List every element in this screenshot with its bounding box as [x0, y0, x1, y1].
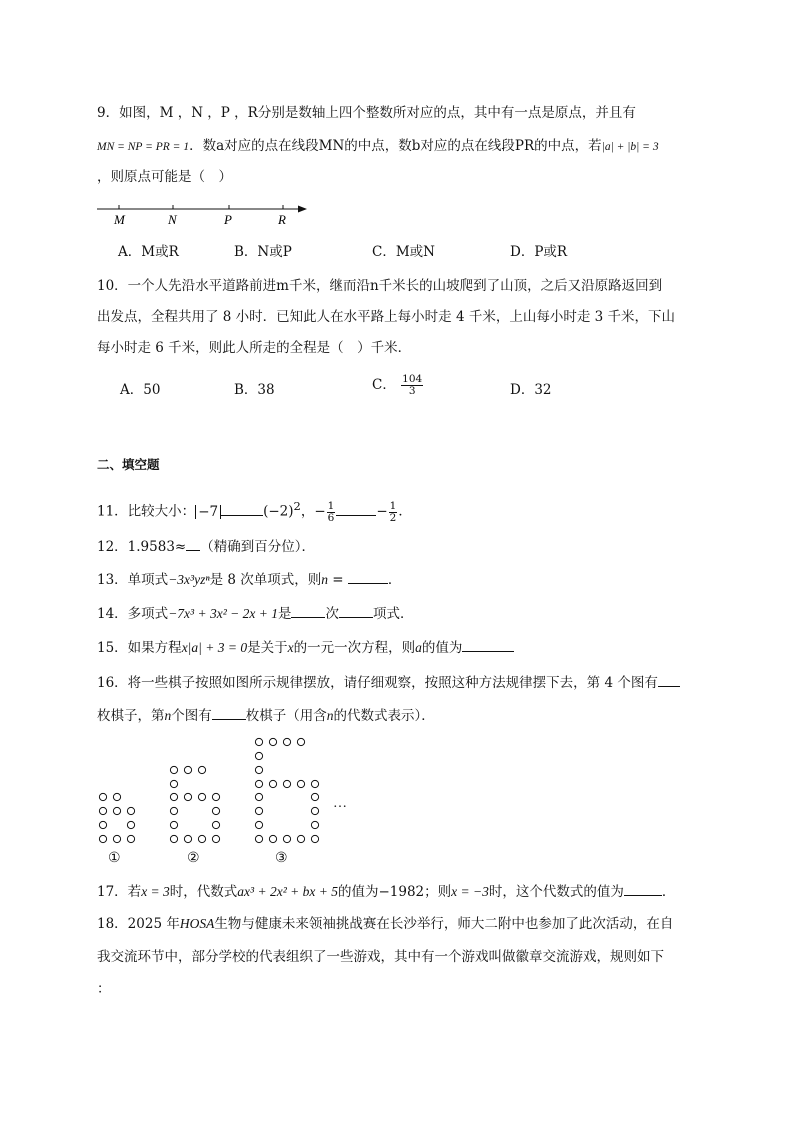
q18-line-2: 我交流环节中，部分学校的代表组织了一些游戏，其中有一个游戏叫做徽章交流游戏，规则如下: [97, 949, 664, 965]
q15-prefix: 15．如果方程: [97, 640, 182, 656]
figure-label-3: ③: [275, 851, 288, 866]
q10-option-b[interactable]: B．38: [234, 382, 275, 398]
q15-end: 的值为: [421, 640, 463, 656]
q14-blank-2[interactable]: [339, 604, 373, 618]
q16-blank-2[interactable]: [212, 706, 246, 720]
q16-text-1: 16．将一些棋子按照如图所示规律摆放，请仔细观察，按照这种方法规律摆下去，第 4 个图有: [97, 675, 658, 691]
q11-power-base: (−2): [263, 503, 294, 520]
q14-formula: −7x³ + 3x² − 2x + 1: [168, 606, 278, 621]
q10-option-d[interactable]: D．32: [510, 382, 552, 398]
axis-label-m: M: [114, 212, 125, 227]
q14-mid: 是: [277, 606, 292, 622]
q15-formula: x|a| + 3 = 0: [181, 640, 248, 655]
q18-text-1b: 生物与健康未来领袖挑战赛在长沙举行，师大二附中也参加了此次活动，在自: [214, 916, 674, 932]
q13-var: n: [321, 572, 329, 587]
q18-line-1: [97, 915, 673, 933]
q17-mid2: 的值为: [337, 884, 379, 900]
fraction-denominator: 3: [408, 385, 416, 397]
q13-formula: −3x³yzⁿ: [168, 572, 210, 587]
q16-text-2a: 枚棋子，第: [97, 708, 165, 724]
q10-line-1: 10．一个人先沿水平道路前进m千米，继而沿n千米长的山坡爬到了山顶，之后又沿原路返回到: [97, 278, 663, 294]
q15-var2: a: [415, 640, 422, 655]
q17-prefix: 17．若: [97, 884, 142, 900]
q11-end: ．: [398, 503, 412, 520]
q16-var2: n: [326, 708, 334, 723]
q14-blank-1[interactable]: [291, 604, 325, 618]
q18-line-3: ：: [97, 981, 111, 997]
q17-blank[interactable]: [624, 882, 662, 896]
q10-line-2: 出发点，全程共用了 8 小时．已知此人在水平路上每小时走 4 千米，上山每小时走 3 千米，下山: [97, 309, 676, 325]
q10-option-c-fraction: [401, 374, 423, 397]
chess-pattern-figure: [95, 735, 355, 867]
q9-option-b[interactable]: B．N或P: [234, 244, 292, 260]
q9-option-c[interactable]: C．M或N: [372, 244, 435, 260]
q11-prefix: 11．比较大小：: [97, 503, 196, 520]
q11-fraction-1: [327, 501, 336, 524]
q17-mid: 时，代数式: [169, 884, 238, 900]
q9-text-3: ，则原点可能是（ ）: [97, 169, 232, 185]
fraction-denominator: 2: [389, 511, 397, 524]
q9-line-2: [97, 137, 659, 156]
axis-label-n: N: [168, 212, 177, 227]
q16-text-2c: 枚棋子（用含: [245, 708, 327, 724]
q15-blank[interactable]: [462, 638, 514, 652]
q9-formula: MN = NP = PR = 1: [97, 141, 190, 153]
axis-arrow-icon: [298, 206, 307, 213]
pattern-figure-3: [255, 738, 318, 842]
q9-text-2: ．数a对应的点在线段MN的中点，数b对应的点在线段PR的中点，若: [189, 138, 602, 154]
q13-blank[interactable]: [348, 570, 388, 584]
q10-option-a[interactable]: A．50: [120, 382, 161, 398]
q18-text-1a: 18．2025 年: [97, 916, 180, 932]
q14-end: 项式．: [372, 606, 414, 622]
fraction-numerator: 1: [389, 499, 397, 512]
q11-blank-2[interactable]: [336, 502, 376, 516]
q14-mid2: 次: [325, 606, 339, 622]
q12-line: [97, 537, 315, 556]
q15-var: x: [287, 640, 294, 655]
q16-line-1: [97, 673, 680, 692]
q15-mid2: 的一元一次方程，则: [293, 640, 416, 656]
q9-option-d[interactable]: D．P或R: [510, 244, 568, 260]
number-line-diagram: [95, 198, 315, 228]
q13-prefix: 13．单项式: [97, 572, 169, 588]
figure-label-1: ①: [108, 851, 121, 866]
q14-prefix: 14．多项式: [97, 606, 169, 622]
q11-minus: −: [376, 503, 388, 520]
q17-line: 17．若x = 3时，代数式ax³ + 2x² + bx + 5的值为−1982；则x = −3时，这个代数式的值为 ．: [97, 884, 676, 900]
q15-line: [97, 638, 514, 657]
q18-brand: HOSA: [179, 916, 215, 931]
q13-eq: =: [328, 572, 348, 588]
q10-option-c[interactable]: [372, 374, 424, 397]
q12-suffix: （精确到百分位）．: [200, 539, 315, 555]
q15-mid: 是关于: [247, 640, 288, 656]
q11-power-exp: 2: [293, 499, 301, 513]
pattern-figure-2: [170, 766, 219, 842]
q13-mid: 是 8 次单项式，则: [209, 572, 322, 588]
q16-line-2: [97, 706, 435, 725]
q17-mid3: ；则: [424, 884, 452, 900]
fraction-numerator: 1: [327, 499, 335, 512]
q11-sep: ，−: [300, 503, 326, 520]
q11-line: [97, 497, 412, 524]
fraction-numerator: 104: [402, 373, 423, 385]
q17-cond2: x = −3: [451, 884, 489, 899]
fraction-denominator: 6: [327, 511, 335, 524]
section-heading: 二、填空题: [97, 457, 160, 472]
q17-end: 时，这个代数式的值为: [488, 884, 624, 900]
q9-line-3: [97, 168, 232, 186]
q16-var: n: [164, 708, 172, 723]
q12-blank[interactable]: [186, 537, 200, 551]
q10-option-c-label: C．: [372, 377, 396, 393]
q10-line-3: 每小时走 6 千米，则此人所走的全程是（ ）千米．: [97, 340, 412, 356]
axis-label-p: P: [224, 212, 232, 227]
q14-line: [97, 604, 413, 623]
q9-option-a[interactable]: A．M或R: [118, 244, 179, 260]
q13-end: ．: [387, 572, 402, 588]
q16-text-2b: 个图有: [171, 708, 212, 724]
q16-blank-1[interactable]: [658, 673, 680, 687]
q11-fraction-2: [389, 501, 398, 524]
pattern-ellipsis: …: [333, 796, 347, 811]
axis-label-r: R: [278, 212, 286, 227]
q9-line-1: [97, 104, 636, 122]
q9-formula-2: |a| + |b| = 3: [601, 141, 659, 153]
q16-text-2d: 的代数式表示）．: [333, 708, 435, 724]
pattern-figure-1: [99, 793, 134, 842]
q11-blank-1[interactable]: [221, 502, 263, 516]
figure-label-2: ②: [187, 851, 200, 866]
q11-abs-value: −7: [195, 505, 221, 519]
q9-text-1: 9．如图，M ，N ，P ，R分别是数轴上四个整数所对应的点，其中有一点是原点，并且有: [97, 105, 636, 121]
q17-formula: ax³ + 2x² + bx + 5: [237, 884, 338, 899]
q13-line: [97, 570, 401, 589]
q12-prefix: 12．1.9583≈: [97, 539, 187, 555]
q17-value: −1982: [378, 884, 425, 900]
q17-cond: x = 3: [141, 884, 170, 899]
